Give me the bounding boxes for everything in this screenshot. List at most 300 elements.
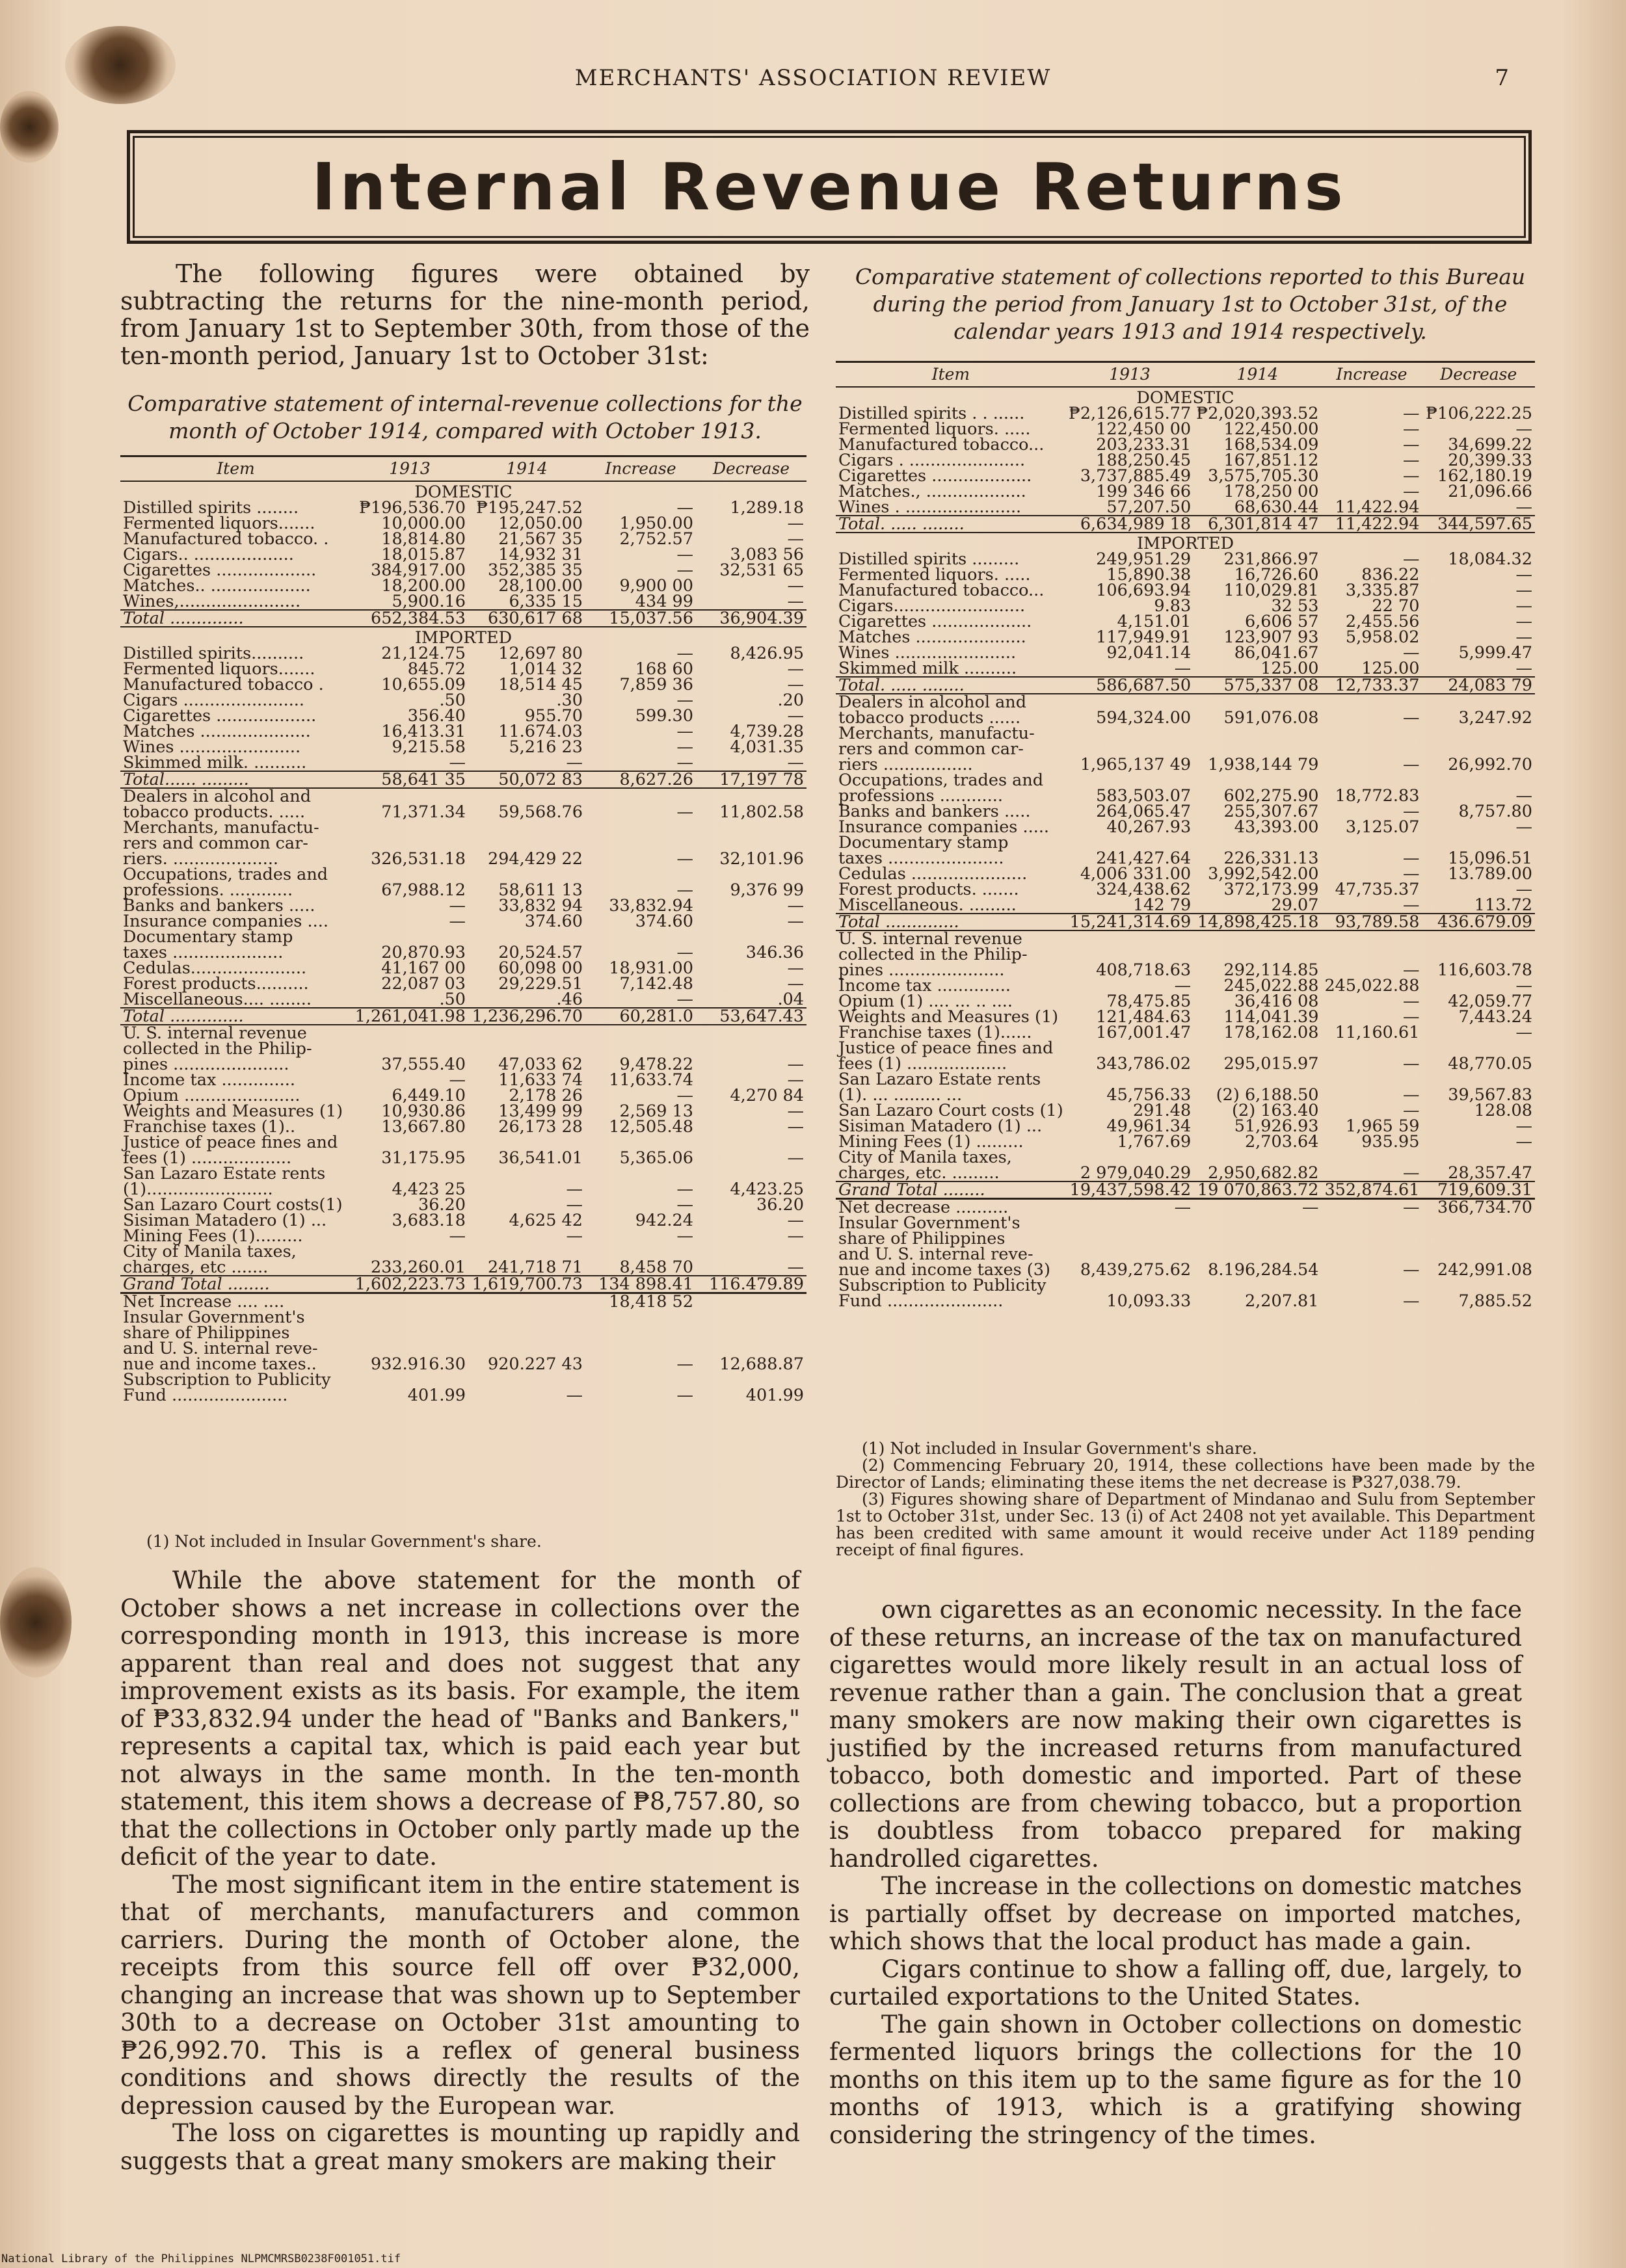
table-cell: 3,125.07 — [1345, 817, 1420, 837]
table-cell: 178,250 00 — [1223, 482, 1319, 501]
table-cell: 36,416 08 — [1234, 992, 1319, 1011]
paragraph: The loss on cigarettes is mounting up rapidly and suggests that a great many smokers are making their — [120, 2119, 800, 2175]
table-row — [836, 677, 1535, 694]
table-cell: 57,207.50 — [1106, 497, 1192, 517]
table-cell — [585, 1325, 696, 1341]
table-cell: ₱196,536.70 — [358, 498, 466, 518]
row-label: Manufactured tobacco... — [838, 435, 1045, 455]
row-label: Cedulas...................... — [123, 958, 307, 978]
row-label: Distilled spirits ........ — [123, 498, 299, 518]
table-cell: 8,458 70 — [619, 1258, 693, 1277]
section-label: IMPORTED — [1136, 534, 1234, 553]
row-label: pines ...................... — [123, 1055, 289, 1074]
row-label: Distilled spirits ......... — [838, 549, 1020, 569]
table-cell: 4,625 42 — [509, 1211, 583, 1230]
table-cell: 8,627.26 — [585, 771, 696, 788]
table-cell: — — [1402, 643, 1420, 663]
paragraph: The gain shown in October collections on domestic fermented liquors brings the collections for the 10 months on this item up to the same figure as for the 10 months of 1913, which is a gratifying showing considering the stringency of the times. — [829, 2010, 1522, 2149]
column-header: 1914 — [1193, 362, 1321, 388]
table-cell: 9,215.58 — [392, 737, 466, 757]
table-cell: — — [787, 576, 804, 596]
table-cell — [585, 820, 696, 836]
table-cell: 3,083 56 — [730, 545, 804, 564]
table-cell: 22 70 — [1372, 596, 1420, 616]
table-cell: (2) 6,188.50 — [1216, 1085, 1319, 1105]
table-cell: 60,098 00 — [498, 958, 583, 978]
table-cell: 241,718 71 — [487, 1258, 583, 1277]
table-cell — [1422, 930, 1535, 947]
row-label: Opium (1) .... ... .. .... — [838, 992, 1013, 1011]
table-cell: 4,151.01 — [1117, 612, 1192, 631]
row-label: Cigars . ...................... — [838, 451, 1026, 470]
row-label: Forest products. ....... — [838, 880, 1019, 899]
table-cell: — — [1402, 755, 1420, 774]
table-cell: 1,938,144 79 — [1208, 755, 1319, 774]
table-cell: 343,786.02 — [1096, 1054, 1192, 1074]
row-label: rers and common car- — [838, 739, 1024, 759]
table-cell: 12,050.00 — [498, 514, 583, 533]
table-cell: 15,890.38 — [1106, 565, 1192, 585]
right-table-caption: Comparative statement of collections reported to this Bureau during the period from January 1st to October 31st, of the calendar years 1913 and 1914 respectively. — [855, 264, 1526, 344]
table-cell: — — [566, 1195, 583, 1215]
row-label: Subscription to Publicity — [838, 1276, 1046, 1295]
table-cell: 86,041.67 — [1234, 643, 1319, 663]
table-cell — [351, 820, 468, 836]
table-cell: 26,173 28 — [498, 1117, 583, 1137]
table-cell: 9.83 — [1154, 596, 1192, 616]
table-cell: — — [1515, 612, 1532, 631]
table-cell: 20,524.57 — [498, 943, 583, 962]
row-label: Justice of peace fines and — [838, 1038, 1054, 1058]
table-cell: 12,733.37 — [1322, 677, 1422, 694]
table-cell: 242,991.08 — [1437, 1260, 1532, 1280]
table-cell: 255,307.67 — [1223, 802, 1319, 821]
row-label: Sisiman Matadero (1) ... — [838, 1116, 1043, 1136]
table-cell: — — [1402, 992, 1420, 1011]
table-cell: 51,926.93 — [1234, 1116, 1319, 1136]
table-cell: 48,770.05 — [1448, 1054, 1532, 1074]
table-cell: 178,162.08 — [1223, 1023, 1319, 1042]
table-cell: — — [1402, 1291, 1420, 1311]
table-cell: 15,096.51 — [1448, 849, 1532, 868]
column-header: 1913 — [351, 456, 468, 482]
table-cell: — — [787, 675, 804, 694]
table-row — [120, 992, 806, 1008]
table-cell — [468, 1325, 585, 1341]
table-row — [120, 755, 806, 771]
table-cell: 374.60 — [635, 912, 693, 931]
row-label: Distilled spirits . . ...... — [838, 404, 1025, 423]
table-cell: 2,752.57 — [619, 529, 693, 549]
row-label: Total .............. — [120, 1008, 351, 1025]
table-cell: 9,900 00 — [619, 576, 693, 596]
table-cell: 5,900.16 — [392, 592, 466, 611]
table-cell: 7,859 36 — [619, 675, 693, 694]
row-label: Insurance companies ..... — [838, 817, 1050, 837]
table-cell: 116,603.78 — [1437, 960, 1532, 980]
row-label: Justice of peace fines and — [123, 1133, 338, 1152]
row-label: tobacco products ...... — [838, 708, 1021, 728]
table-cell: 324,438.62 — [1096, 880, 1192, 899]
table-row — [120, 1276, 806, 1293]
row-label: Net decrease .......... — [838, 1198, 1009, 1217]
table-cell: 575,337 08 — [1193, 677, 1321, 694]
table-cell: — — [787, 592, 804, 611]
row-label: Cigars......................... — [838, 596, 1026, 616]
table-cell: 13,667.80 — [381, 1117, 466, 1137]
table-cell: 36,541.01 — [498, 1148, 583, 1168]
row-label: Merchants, manufactu- — [838, 724, 1035, 743]
table-row — [120, 1388, 806, 1403]
table-cell: — — [1174, 659, 1192, 678]
table-cell: — — [787, 1211, 804, 1230]
row-label: professions ............ — [838, 786, 1003, 806]
row-label: Subscription to Publicity — [123, 1370, 331, 1390]
row-label: Forest products.......... — [123, 974, 309, 994]
table-cell: 8,757.80 — [1458, 802, 1532, 821]
table-cell: 6,449.10 — [392, 1086, 466, 1105]
row-label: U. S. internal revenue — [838, 929, 1022, 949]
table-cell: 24,083 79 — [1422, 677, 1535, 694]
table-cell: 8,439,275.62 — [1080, 1260, 1192, 1280]
table-cell: — — [1402, 482, 1420, 501]
table-cell: 60,281.0 — [585, 1008, 696, 1025]
table-cell: — — [1402, 1085, 1420, 1105]
table-cell: — — [676, 691, 693, 710]
table-cell: 32,531 65 — [719, 560, 804, 580]
table-cell: 122,450 00 — [1096, 419, 1192, 439]
table-cell: 1,014 32 — [509, 659, 583, 679]
row-label: San Lazaro Court costs (1) — [838, 1101, 1063, 1120]
row-label: Weights and Measures (1) — [123, 1101, 343, 1121]
table-cell: 11,802.58 — [719, 802, 804, 822]
table-cell: 599.30 — [635, 706, 693, 726]
row-label: Wines,....................... — [123, 592, 301, 611]
table-cell: 719,609.31 — [1422, 1181, 1535, 1199]
column-header: Decrease — [696, 456, 806, 482]
table-cell: 10,655.09 — [381, 675, 466, 694]
row-label: Franchise taxes (1)...... — [838, 1023, 1032, 1042]
row-label: charges, etc. ......... — [838, 1163, 1000, 1183]
table-cell: 4,270 84 — [730, 1086, 804, 1105]
table-cell: 20,399.33 — [1448, 451, 1532, 470]
row-label: City of Manila taxes, — [838, 1148, 1012, 1167]
table-cell: 116.479.89 — [696, 1276, 806, 1293]
table-cell: — — [1402, 419, 1420, 439]
table-cell: 372,173.99 — [1223, 880, 1319, 899]
table-cell: 2,455.56 — [1345, 612, 1420, 631]
table-cell — [585, 1310, 696, 1325]
table-cell: 67,988.12 — [381, 880, 466, 900]
table-cell: — — [1515, 581, 1532, 600]
row-label: San Lazaro Estate rents — [123, 1164, 326, 1183]
table-cell: 29.07 — [1271, 895, 1319, 915]
table-cell: 652,384.53 — [351, 610, 468, 627]
table-cell: 245,022.88 — [1223, 976, 1319, 996]
row-label: Fermented liquors....... — [123, 514, 315, 533]
row-label: taxes ...................... — [838, 849, 1004, 868]
table-cell: 167,001.47 — [1096, 1023, 1192, 1042]
table-cell: 21,567 35 — [498, 529, 583, 549]
table-cell: — — [1515, 596, 1532, 616]
row-label: Income tax .............. — [123, 1070, 295, 1090]
table-cell: 68,630.44 — [1234, 497, 1319, 517]
table-cell: — — [449, 1226, 466, 1246]
table-cell: 3,683.18 — [392, 1211, 466, 1230]
table-cell: 19,437,598.42 — [1066, 1181, 1193, 1199]
table-cell: 231,866.97 — [1223, 549, 1319, 569]
table-cell: 4,739.28 — [730, 722, 804, 741]
table-cell: 8,426.95 — [730, 644, 804, 663]
table-cell: 295,015.97 — [1223, 1054, 1319, 1074]
table-cell: 203,233.31 — [1096, 435, 1192, 455]
table-cell — [696, 1325, 806, 1341]
table-cell: — — [676, 1086, 693, 1105]
table-cell: 37,555.40 — [381, 1055, 466, 1074]
table-cell: — — [787, 529, 804, 549]
table-cell: 39,567.83 — [1448, 1085, 1532, 1105]
page-title: Internal Revenue Returns — [312, 149, 1347, 225]
table-cell — [1322, 726, 1422, 741]
table-cell: — — [1402, 1260, 1420, 1280]
row-label: taxes ..................... — [123, 943, 284, 962]
table-row — [836, 499, 1535, 516]
row-label: Skimmed milk .......... — [838, 659, 1017, 678]
table-cell — [1422, 726, 1535, 741]
row-label: Wines . ...................... — [838, 497, 1022, 517]
table-cell: — — [787, 1070, 804, 1090]
table-cell — [696, 1293, 806, 1310]
row-label: Cigars ....................... — [123, 691, 305, 710]
table-cell: — — [449, 896, 466, 916]
row-label: Matches.. ................... — [123, 576, 311, 596]
table-cell: 53,647.43 — [696, 1008, 806, 1025]
table-cell: 18,931.00 — [609, 958, 693, 978]
table-cell: — — [1402, 404, 1420, 423]
table-cell — [696, 1025, 806, 1041]
table-cell: 114,041.39 — [1223, 1007, 1319, 1027]
table-cell: .46 — [556, 990, 583, 1009]
table-cell: — — [676, 880, 693, 900]
table-cell — [351, 1293, 468, 1310]
row-label: Cigars.. ................... — [123, 545, 294, 564]
row-label: City of Manila taxes, — [123, 1242, 297, 1261]
table-header-row — [120, 456, 806, 482]
table-cell: — — [1402, 435, 1420, 455]
table-cell — [1066, 930, 1193, 947]
table-cell: 43,393.00 — [1234, 817, 1319, 837]
footnote: (1) Not included in Insular Government's share. — [862, 1439, 1257, 1458]
table-cell: — — [787, 1117, 804, 1137]
row-label: San Lazaro Court costs(1) — [123, 1195, 343, 1215]
table-cell — [1193, 930, 1321, 947]
column-header: 1913 — [1066, 362, 1193, 388]
table-cell: — — [787, 706, 804, 726]
row-label: Fermented liquors....... — [123, 659, 315, 679]
table-cell: — — [449, 1070, 466, 1090]
footnote: (3) Figures showing share of Department of Mindanao and Sulu from September 1st to October 31st, under Sec. 13 (i) of Act 2408 not yet available. This Department has been credited with same amount it would receive under Act 1189 pending receipt of final figures. — [836, 1490, 1535, 1559]
table-row — [836, 1165, 1535, 1181]
table-cell: — — [566, 1386, 583, 1405]
table-cell: 7,885.52 — [1458, 1291, 1532, 1311]
table-cell: 2,950,682.82 — [1208, 1163, 1319, 1183]
table-cell: — — [787, 1101, 804, 1121]
table-cell: 18,084.32 — [1448, 549, 1532, 569]
table-cell: 168 60 — [635, 659, 693, 679]
row-label: Merchants, manufactu- — [123, 818, 319, 837]
table-cell — [351, 1025, 468, 1041]
intro-paragraph: The following figures were obtained by subtracting the returns for the nine-month period, from January 1st to September 30th, from those of the ten-month period, January 1st to October 31st: — [120, 259, 810, 370]
table-cell: 1,236,296.70 — [468, 1008, 585, 1025]
table-cell: 955.70 — [524, 706, 583, 726]
table-cell: 1,965,137 49 — [1080, 755, 1192, 774]
row-label: rers and common car- — [123, 834, 308, 853]
table-cell: — — [787, 1226, 804, 1246]
table-cell: 2,207.81 — [1244, 1291, 1319, 1311]
table-cell: 33,832.94 — [609, 896, 693, 916]
table-cell: 2,703.64 — [1244, 1132, 1319, 1152]
burn-mark — [0, 91, 59, 163]
archive-footer: National Library of the Philippines NLPMCMRSB0238F001051.tif — [1, 2252, 401, 2265]
row-label: Dealers in alcohol and — [838, 692, 1027, 712]
table-cell: 602,275.90 — [1223, 786, 1319, 806]
table-cell: 18,514 45 — [498, 675, 583, 694]
table-cell: 58,641 35 — [351, 771, 468, 788]
table-cell: — — [676, 1386, 693, 1405]
column-header: Increase — [585, 456, 696, 482]
paragraph: Cigars continue to show a falling off, due, largely, to curtailed exportations to the United States. — [829, 1955, 1522, 2011]
table-cell: 22,087 03 — [381, 974, 466, 994]
table-cell: 935.95 — [1361, 1132, 1420, 1152]
row-label: San Lazaro Estate rents — [838, 1070, 1041, 1089]
section-label: DOMESTIC — [1136, 388, 1234, 408]
table-cell — [1322, 1215, 1422, 1231]
table-cell: 40,267.93 — [1106, 817, 1192, 837]
table-cell: 14,898,425.18 — [1193, 914, 1321, 930]
table-cell: 36.20 — [756, 1195, 804, 1215]
row-label: Insurance companies .... — [123, 912, 328, 931]
row-label: riers ................. — [838, 755, 973, 774]
table-cell: — — [676, 560, 693, 580]
table-cell: 932.916.30 — [370, 1354, 466, 1374]
row-label: collected in the Philip- — [838, 945, 1028, 964]
table-cell: 47,033 62 — [498, 1055, 583, 1074]
table-cell: 8.196,284.54 — [1208, 1260, 1319, 1280]
table-cell: 344,597.65 — [1422, 516, 1535, 533]
table-row — [836, 914, 1535, 930]
row-label: Occupations, trades and — [838, 771, 1044, 790]
table-row — [120, 610, 806, 627]
table-cell: — — [787, 958, 804, 978]
table-cell: 167,851.12 — [1223, 451, 1319, 470]
table-cell: 14,932 31 — [498, 545, 583, 564]
table-cell: ₱195,247.52 — [475, 498, 583, 518]
table-cell: 11,422.94 — [1322, 516, 1422, 533]
left-revenue-table — [120, 455, 806, 1403]
table-cell: 1,602,223.73 — [351, 1276, 468, 1293]
row-label: pines ...................... — [838, 960, 1005, 980]
table-cell: 264,065.47 — [1096, 802, 1192, 821]
table-cell: 125.00 — [1260, 659, 1319, 678]
row-label: Skimmed milk. .......... — [123, 753, 307, 772]
table-cell: 92,041.14 — [1106, 643, 1192, 663]
table-cell: — — [676, 802, 693, 822]
table-cell: 942.24 — [635, 1211, 693, 1230]
table-cell: — — [787, 1055, 804, 1074]
table-cell: 3,575,705.30 — [1208, 466, 1319, 486]
table-cell: 49,961.34 — [1106, 1116, 1192, 1136]
row-label: Matches ..................... — [123, 722, 311, 741]
row-label: Income tax .............. — [838, 976, 1011, 996]
table-cell: 18,418 52 — [609, 1292, 693, 1312]
table-cell: — — [676, 1226, 693, 1246]
article-body-right — [829, 1596, 1522, 2149]
table-cell: .50 — [439, 990, 466, 1009]
left-table-caption: Comparative statement of internal-revenue collections for the month of October 1914, compared with October 1913. — [127, 391, 803, 443]
paragraph: The increase in the collections on domestic matches is partially offset by decrease on imported matches, which shows that the local product has made a gain. — [829, 1872, 1522, 1955]
table-cell: — — [1402, 451, 1420, 470]
paragraph: The most significant item in the entire statement is that of merchants, manufacturers and common carriers. During the month of October alone, the receipts from this source fell off over ₱32,000, changing an increase that was shown up to September 30th to a decrease on October 31st amounting to ₱26,992.70. This is a reflex of general business conditions and shows directly the results of the depression caused by the European war. — [120, 1870, 800, 2120]
table-cell: — — [1515, 1116, 1532, 1136]
table-cell: 352,874.61 — [1322, 1181, 1422, 1199]
table-cell: 294,429 22 — [487, 849, 583, 869]
table-cell: 21,124.75 — [381, 644, 466, 663]
table-cell: 17,197 78 — [696, 771, 806, 788]
table-cell: 845.72 — [407, 659, 466, 679]
table-cell: 28,100.00 — [498, 576, 583, 596]
table-cell: 366,734.70 — [1437, 1198, 1532, 1217]
row-label: fees (1) ................... — [838, 1054, 1007, 1074]
table-row — [120, 481, 806, 500]
table-cell: — — [1515, 419, 1532, 439]
table-cell: — — [676, 737, 693, 757]
table-cell — [696, 1310, 806, 1325]
table-cell: 188,250.45 — [1096, 451, 1192, 470]
table-cell: 34,699.22 — [1448, 435, 1532, 455]
table-cell: 7,443.24 — [1458, 1007, 1532, 1027]
table-cell: 9,376 99 — [730, 880, 804, 900]
table-cell: 2 979,040.29 — [1080, 1163, 1192, 1183]
table-cell: 434 99 — [635, 592, 693, 611]
table-cell: — — [1515, 659, 1532, 678]
table-cell: — — [787, 1258, 804, 1277]
right-revenue-table — [836, 361, 1535, 1309]
table-cell — [585, 1025, 696, 1041]
row-label: Weights and Measures (1) — [838, 1007, 1059, 1027]
table-cell: 168,534.09 — [1223, 435, 1319, 455]
row-label: Opium ...................... — [123, 1086, 300, 1105]
table-cell: 20,870.93 — [381, 943, 466, 962]
table-cell: — — [787, 659, 804, 679]
table-cell: — — [787, 896, 804, 916]
row-label: Total. ..... ........ — [836, 677, 1066, 694]
table-cell: — — [1402, 708, 1420, 728]
table-cell: ₱2,020,393.52 — [1196, 404, 1319, 423]
table-cell: 3,992,542.00 — [1208, 864, 1319, 884]
row-label: (1)........................ — [123, 1180, 273, 1199]
table-cell: 2,569 13 — [619, 1101, 693, 1121]
paragraph: While the above statement for the month of October shows a net increase in collections over the corresponding month in 1913, this increase is more apparent than real and does not suggest that any improvement exists as its basis. For example, the item of ₱33,832.94 under the head of "Banks and Bankers," represents a capital tax, which is paid each year but not always in the same month. In the ten-month statement, this item shows a decrease of ₱8,757.80, so that the collections in October only partly made up the deficit of the year to date. — [120, 1566, 800, 1871]
table-cell: 18,772.83 — [1335, 786, 1420, 806]
section-label: IMPORTED — [414, 628, 513, 648]
table-cell: — — [787, 753, 804, 772]
row-label: nue and income taxes (3) — [838, 1260, 1050, 1280]
table-cell: — — [1515, 976, 1532, 996]
table-cell: 199 346 66 — [1096, 482, 1192, 501]
table-cell: 12,688.87 — [719, 1354, 804, 1374]
table-cell — [468, 1025, 585, 1041]
table-cell — [1422, 1231, 1535, 1246]
